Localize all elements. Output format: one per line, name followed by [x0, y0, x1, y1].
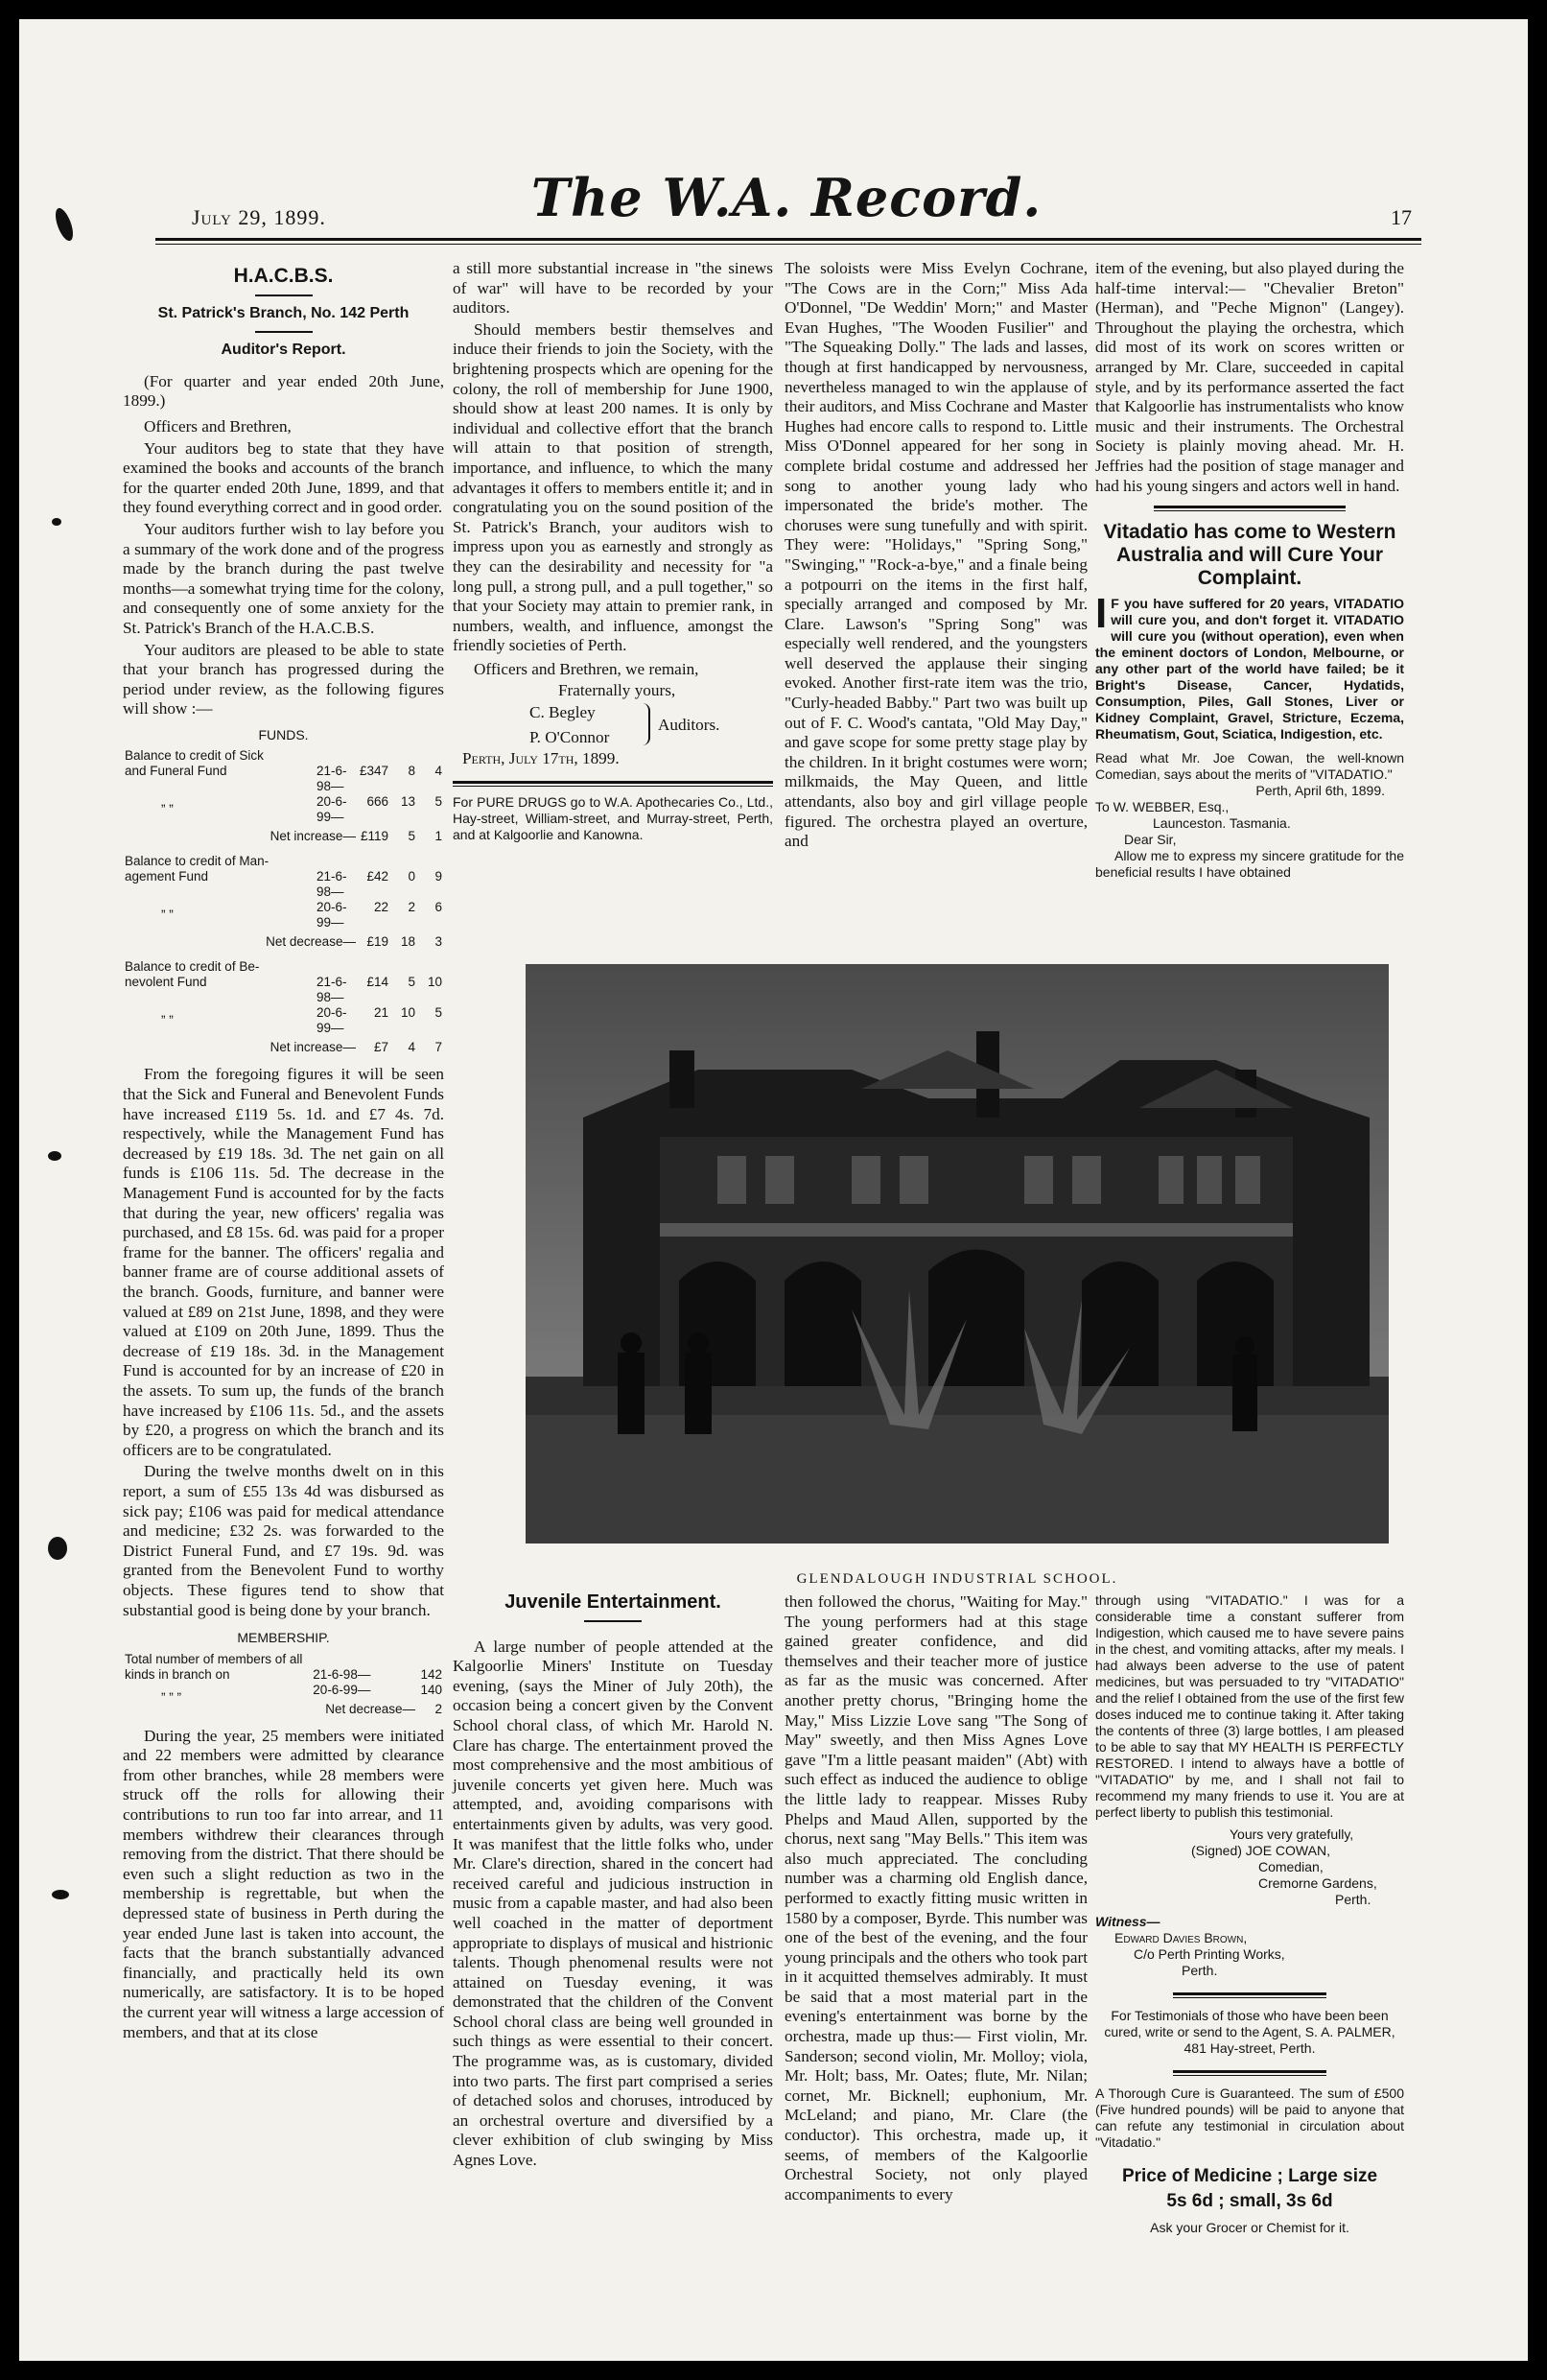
table-date: 20-6-99— — [313, 1682, 371, 1697]
binding-mark — [52, 206, 76, 244]
masthead-rule-thin — [155, 244, 1421, 245]
binding-mark — [48, 1537, 67, 1560]
table-date: 21-6-98— — [316, 975, 347, 1005]
table-result-label: Net decrease— — [325, 1701, 415, 1716]
table-label: Balance to credit of Be- — [125, 959, 260, 975]
report-paragraph: From the foregoing figures it will be seen that the Sick and Funeral and Benevolent Funds have increased £119 5s. 1d. and £7 4s. 7d. respectively, while the Management Fund has decreased by £19 18s. 3d. The net gain on all funds is £106 11s. 5d. The decrease in the Management Fund is accounted for by the facts that during the year, new officers' regalia was purchased, and £8 15s. 6d. was paid for a proper frame for the banner. The officers' regalia and banner frame are of course additional assets of the branch. Goods, furniture, and banner were valued at £89 on 21st June, 1898, and they were valued at £109 on 20th June, 1899. Thus the decrease of £19 18s. 3d. in the Management Fund is accounted for by an increase of £20 in the assets. To sum up, the funds of the branch have increased by £106 11s. 5d., and the assets by £20, a progress on which the branch and its officers are to be congratulated. — [123, 1065, 444, 1459]
report-paragraph: Your auditors further wish to lay before you a summary of the work done and of the progress made by the branch during the past twelve months—a somewhat trying time for the colony, and consequently one of some anxiety for the St. Patrick's Branch of the H.A.C.B.S. — [123, 519, 444, 637]
price-line: 5s 6d ; small, 3s 6d — [1166, 2191, 1333, 2211]
table-row — [123, 1036, 444, 1065]
divider — [584, 1620, 642, 1622]
table-value: 10 — [427, 975, 442, 990]
table-row — [123, 854, 444, 869]
table-label: and Funeral Fund — [125, 764, 227, 779]
report-fraternally: Fraternally yours, — [558, 681, 676, 700]
newspaper-title: The W.A. Record. — [530, 167, 1043, 228]
report-paragraph: a still more substantial increase in "the sinews of war" will have to be recorded by your auditors. — [453, 259, 773, 318]
table-value: 9 — [434, 869, 442, 884]
letter-recipient: To W. WEBBER, Esq., — [1095, 799, 1230, 815]
table-result-value: £19 — [366, 934, 388, 950]
report-salutation: Officers and Brethren, — [144, 416, 292, 436]
letter-body: Allow me to express my sincere gratitude for the beneficial results I have obtained — [1095, 848, 1404, 881]
table-date: 20-6-99— — [316, 1005, 347, 1036]
funds-heading: FUNDS. — [258, 726, 309, 742]
drop-cap: I — [1095, 590, 1108, 638]
table-label: nevolent Fund — [125, 975, 207, 990]
report-paragraph: During the twelve months dwelt on in this report, a sum of £55 13s 4d was disbursed as sick pay; £106 was paid for medical attendance and medicine; £32 2s. was forwarded to the District Funeral Fund, and £7 19s. 9d. was granted from the Benevolent Fund to worthy objects. These figures tend to show that substantial good is being done by your branch. — [123, 1462, 444, 1619]
table-row — [123, 1005, 444, 1036]
divider — [1173, 2070, 1326, 2076]
vitadatio-intro — [1095, 590, 1404, 742]
table-value: 10 — [400, 1005, 415, 1021]
letter-dateline: Perth, April 6th, 1899. — [1255, 783, 1385, 799]
table-value: 4 — [434, 764, 442, 779]
table-row — [123, 900, 444, 931]
table-value: 5 — [408, 975, 415, 990]
letter-body: through using "VITADATIO." I was for a considerable time a constant sufferer from Indigestion, which caused me to have severe pains in the chest, and vomiting attacks, after my meals. I had always been adverse to the use of patent medicines, but was persuaded to try "VITADATIO" and the relief I obtained from the use of the first few doses induced me to continue taking it. After taking the contents of three (3) large bottles, I am pleased to be able to say that MY HEALTH IS PERFECTLY RESTORED. I intend to always have a bottle of "VITADATIO" by me, and I shall not fail to recommend my many friends to use it. You are at perfect liberty to publish this testimonial. — [1095, 1592, 1404, 1820]
report-intro: (For quarter and year ended 20th June, 1899.) — [123, 371, 444, 411]
witness-name: Edward Davies Brown, — [1114, 1930, 1248, 1945]
table-date: 20-6-99— — [316, 900, 347, 931]
table-row — [123, 748, 444, 764]
report-paragraph: Should members bestir themselves and induce their friends to join the Society, with the brightening prospects which are opening for the colony, the roll of membership for June 1900, should show at least 200 names. It is only by individual and collective effort that the branch will attain to that position of strength, importance, and influence, to which the many advantages it offers to members entitle it; and in congratulating you on the sound position of the St. Patrick's Branch, your auditors wish to impress upon you as earnestly and strongly as they can the desirability and necessity for "a long pull, a strong pull, and a pull together," so that your Society may attain to premier rank, in numbers, wealth, and influence, amongst the friendly societies of Perth. — [453, 319, 773, 655]
table-row — [123, 931, 444, 959]
table-value: 666 — [366, 794, 388, 810]
column-1 — [123, 259, 444, 2044]
table-result-value: 3 — [434, 934, 442, 950]
letter-signature-city: Perth. — [1335, 1892, 1371, 1907]
table-date: 21-6-98— — [313, 1666, 371, 1682]
table-value: 6 — [434, 900, 442, 915]
witness-city: Perth. — [1182, 1963, 1218, 1978]
concert-paragraph: The soloists were Miss Evelyn Cochrane, "The Cows are in the Corn;" Miss Ada O'Donnel, "De Weddin' Morn;" and Master Evan Hughes, "The Wooden Fusilier" and "The Squeaking Dolly." The lads and lasses, though at first handicapped by nervousness, nevertheless managed to win the applause of their auditors, and Miss Cochrane and Master Hughes had encore calls to respond to. Little Miss O'Donnel appeared for her song in complete bridal costume and addressed her song to another young lady who impersonated the bride's mother. The choruses were sung tunefully and with spirit. They were: "Holidays," "Spring Song," "Swinging," "Rock-a-bye," and a finale being a potpourri on the items in the first half, specially arranged and composed by Mr. Clare. Lawson's "Spring Song" was especially well rendered, and the youngsters well deserved the applause their singing evoked. Another first-rate item was the trio, "Curly-headed Babby." Part two was built up out of F. C. Wood's cantata, "Old May Day," and gave scope for some pretty stage play by the children. In it bright costumes were worn; milkmaids, the May Queen, and little attendants, also boy and girl village people figured. The orchestra played an overture, and — [785, 259, 1088, 851]
witness-label: Witness— — [1095, 1914, 1160, 1929]
letter-signature: (Signed) JOE COWAN, — [1191, 1843, 1330, 1858]
grocer-note: Ask your Grocer or Chemist for it. — [1150, 2220, 1349, 2235]
masthead — [134, 163, 1439, 240]
table-label: Total number of members of all — [125, 1651, 303, 1666]
table-result-value: £7 — [373, 1040, 388, 1055]
binding-mark — [52, 518, 61, 526]
table-label: agement Fund — [125, 869, 209, 884]
table-row — [123, 869, 444, 900]
ditto-mark: „ „ — [161, 900, 174, 915]
table-result-value: 5 — [408, 829, 415, 844]
ditto-mark: „ „ „ — [161, 1682, 181, 1697]
table-label: Balance to credit of Man- — [125, 854, 270, 869]
divider — [255, 295, 313, 296]
table-value: £347 — [359, 764, 388, 779]
witness-address: C/o Perth Printing Works, — [1134, 1946, 1285, 1962]
table-value: £14 — [366, 975, 388, 990]
column-4-top — [1095, 259, 1404, 881]
table-value: 5 — [434, 1005, 442, 1021]
table-row — [123, 959, 444, 975]
table-value: 2 — [408, 900, 415, 915]
table-value: 22 — [373, 900, 388, 915]
juvenile-paragraph: then followed the chorus, "Waiting for May." The young performers had at this stage gained greater confidence, and did themselves and their teacher more of justice as far as the music was concerned. After another pretty chorus, "Bringing home the May," Miss Lizzie Love sang "The Song of May" sweetly, and then Miss Agnes Love gave "I'm a little peasant maiden" (Abt) with such effect as induced the audience to oblige the little lady to reappear. Misses Ruby Phelps and Maud Allen, supported by the chorus, next sang "May Bells." This item was also much appreciated. The concluding number was a charming old English dance, performed to exactly fitting music written in 1580 by a composer, Byrde. This number was one of the best of the evening, and the four young principals and the others who took part in it acquitted themselves admirably. It must be said that a most material part in the evening's entertainment was borne by the orchestra, made up thus:— First violin, Mr. Sanderson; second violin, Mr. Molloy; viola, Mr. Holt; bass, Mr. Oates; flute, Mr. Nilan; cornet, Mr. Bicknell; euphonium, Mr. McLeland; and piano, Mr. Clare (the conductor). This orchestra, made up, it seems, of members of the Kalgoorlie Orchestral Society, not only played accompaniments to every — [785, 1592, 1088, 2203]
auditor-name: C. Begley — [529, 703, 596, 722]
auditors-label: Auditors. — [658, 716, 720, 735]
table-value: 13 — [400, 794, 415, 810]
column-3-top — [785, 259, 1088, 854]
column-4-bottom — [1095, 1592, 1404, 2236]
report-paragraph: During the year, 25 members were initiated and 22 members were admitted by clearance from other branches, while 28 members were struck off the rolls for allowing their contributions to run too far into arrear, and 11 members withdrew their clearances through removing from the district. That there should be even such a slight reduction as two in the membership is regrettable, but when the depressed state of business in Perth during the year ended June last is taken into account, the facts that the branch substantially advanced financially, and practically held its own numerically, are satisfactory. It is to be hoped the current year will witness a large accession of members, and that at its close — [123, 1726, 444, 2041]
guarantee-note: A Thorough Cure is Guaranteed. The sum of £500 (Five hundred pounds) will be paid to anyone that can refute any testimonial in circulation about "Vitadatio." — [1095, 2085, 1404, 2150]
table-row — [123, 825, 444, 854]
table-result-label: Net decrease— — [266, 934, 356, 950]
letter-recipient-place: Launceston. Tasmania. — [1153, 815, 1291, 832]
table-value: 0 — [408, 869, 415, 884]
juvenile-paragraph: A large number of people attended at the Kalgoorlie Miners' Institute on Tuesday evening, (says the Miner of July 20th), the occasion being a concert given by the Convent School choral class, of which Mr. Harold N. Clare has charge. The entertainment proved the most comprehensive and the most ambitious of juvenile concerts yet given here. Much was attempted, and, avoiding comparisons with entertainments given by adults, was very good. It was manifest that the little folks who, under Mr. Clare's direction, shared in the concert had received careful and judicious instruction in music from a capable master, and had also been well coached in the matter of deportment appropriate to displays of musical and histrionic talents. Though phenomenal results were not attained on Tuesday evening, it was demonstrated that the children of the Convent School choral class are being well grounded in such things as were essential to their concert. The programme was, as is customary, divided into two parts. The first part comprised a series of detached solos and choruses, introduced by an orchestral overture and diversified by a clever exhibition of club swinging by Miss Agnes Love. — [453, 1637, 773, 2170]
table-result-label: Net increase— — [270, 1040, 356, 1055]
juvenile-heading: Juvenile Entertainment. — [504, 1591, 721, 1613]
auditor-name: P. O'Connor — [529, 728, 610, 747]
building-illustration — [526, 964, 1389, 1543]
table-label: kinds in branch on — [125, 1666, 230, 1682]
ditto-mark: „ „ — [161, 794, 174, 810]
table-row — [123, 794, 444, 825]
divider — [255, 331, 313, 333]
branch-heading: St. Patrick's Branch, No. 142 Perth — [157, 304, 410, 321]
column-2-top — [453, 259, 773, 843]
school-photograph — [526, 964, 1389, 1543]
vitadatio-intro-text: F you have suffered for 20 years, VITADATIO will cure you, and don't forget it. VITADATIO will cure you (without operation), even when the eminent doctors of London, Melbourne, or any other part of the world have failed; be it Bright's Disease, Cancer, Hydatids, Consumption, Piles, Gall Stones, Liver or Kidney Complaint, Gravel, Stricture, Eczema, Rheumatism, Gout, Sciatica, Indigestion, etc. — [1095, 596, 1404, 742]
table-date: 21-6-98— — [316, 869, 347, 900]
newspaper-page — [19, 19, 1528, 2361]
binding-mark — [52, 1890, 69, 1899]
membership-table — [123, 1652, 444, 1727]
binding-mark — [48, 1151, 61, 1161]
issue-date: July 29, 1899. — [192, 205, 326, 229]
brace — [643, 703, 650, 745]
table-result-value: 18 — [400, 934, 415, 950]
table-result-value: £119 — [360, 829, 388, 844]
concert-paragraph: item of the evening, but also played during the half-time interval:— "Chevalier Breton" (Herman), and "Peche Mignon" (Langey). Throughout the playing the orchestra, which did most of its work on scores written or arranged by Mr. Clare, succeeded in capital style, and by its performance asserted the fact that Kalgoorlie has instrumentalists who know music and their instruments. The Orchestral Society is plainly moving ahead. Mr. H. Jeffries had the position of stage manager and had his young singers and actors well in hand. — [1095, 259, 1404, 495]
funds-table — [123, 748, 444, 1065]
table-row — [123, 764, 444, 794]
table-label: Balance to credit of Sick — [125, 748, 264, 764]
table-value: 21 — [373, 1005, 388, 1021]
page-number: 17 — [1391, 205, 1412, 229]
divider — [1173, 1992, 1326, 1998]
price-line: Price of Medicine ; Large size — [1121, 2166, 1378, 2186]
auditor-signatures — [453, 701, 773, 749]
table-date: 20-6-99— — [316, 794, 347, 825]
column-3-bottom — [785, 1592, 1088, 2206]
membership-heading: MEMBERSHIP. — [237, 1630, 330, 1646]
table-row — [123, 975, 444, 1005]
drugs-advertisement: For PURE DRUGS go to W.A. Apothecaries Co., Ltd., Hay-street, William-street, and Murray-street, Perth, and at Kalgoorlie and Kanowna. — [453, 793, 773, 842]
ditto-mark: „ „ — [161, 1005, 174, 1021]
report-closing: Officers and Brethren, we remain, — [474, 659, 699, 678]
table-value: 140 — [420, 1682, 442, 1697]
photo-caption: GLENDALOUGH INDUSTRIAL SCHOOL. — [796, 1571, 1118, 1587]
table-result-value: 7 — [434, 1040, 442, 1055]
table-result-value: 1 — [434, 829, 442, 844]
report-paragraph: Your auditors beg to state that they have examined the books and accounts of the branch for the quarter ended 20th June, 1899, and that they found everything correct and in good order. — [123, 438, 444, 517]
testimonials-note: For Testimonials of those who have been been cured, write or send to the Agent, S. A. PALMER, 481 Hay-street, Perth. — [1104, 2008, 1395, 2056]
letter-greeting: Dear Sir, — [1124, 832, 1177, 848]
divider — [1154, 506, 1346, 511]
column-2-bottom — [453, 1592, 773, 2173]
table-value: £42 — [366, 869, 388, 884]
table-result-value: 4 — [408, 1040, 415, 1055]
table-value: 8 — [408, 764, 415, 779]
table-value: 142 — [420, 1666, 442, 1682]
vitadatio-read: Read what Mr. Joe Cowan, the well-known Comedian, says about the merits of "VITADATIO." — [1095, 750, 1404, 783]
report-dateline: Perth, July 17th, 1899. — [462, 749, 620, 768]
table-date: 21-6-98— — [316, 764, 347, 794]
report-heading: Auditor's Report. — [221, 342, 346, 359]
report-paragraph: Your auditors are pleased to be able to state that your branch has progressed during the period under review, as the following figures will show :— — [123, 640, 444, 719]
table-value: 5 — [434, 794, 442, 810]
table-result-label: Net increase— — [270, 829, 356, 844]
letter-signature-place: Cremorne Gardens, — [1258, 1875, 1377, 1891]
divider — [453, 781, 773, 787]
masthead-rule — [155, 238, 1421, 241]
letter-signature-title: Comedian, — [1258, 1859, 1324, 1874]
hacbs-heading: H.A.C.B.S. — [233, 265, 334, 287]
table-result-value: 2 — [434, 1701, 442, 1716]
vitadatio-heading: Vitadatio has come to Western Australia and will Cure Your Complaint. — [1103, 521, 1396, 590]
letter-signoff: Yours very gratefully, — [1230, 1826, 1354, 1842]
